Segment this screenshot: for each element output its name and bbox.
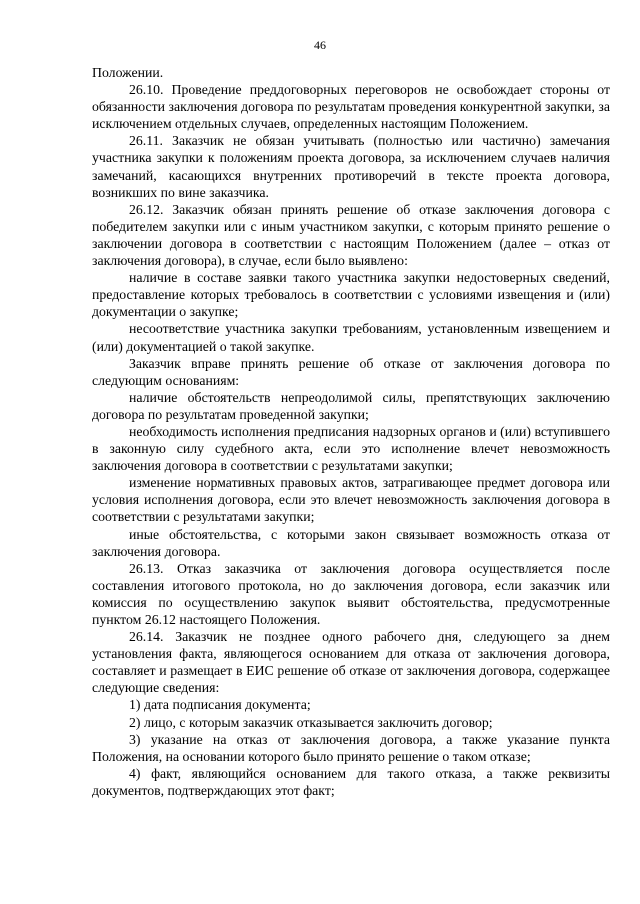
paragraph: 2) лицо, с которым заказчик отказывается заключить договор; (129, 714, 493, 730)
paragraph: 1) дата подписания документа; (129, 697, 311, 713)
paragraph: 26.10. Проведение преддоговорных переговоров не освобождает стороны от обязанности заключения договора по результатам проведения конкурентной закупки, за исключением отдельных случаев, определенных настоящим Положением. (92, 82, 610, 132)
paragraph: Положении. (92, 65, 164, 80)
paragraph: 26.14. Заказчик не позднее одного рабочего дня, следующего за днем установления факта, являющегося основанием для отказа от заключения договора, составляет и размещает в ЕИС решение об отказе от заключения договора, содержащее следующие сведения: (92, 629, 610, 696)
paragraph: наличие обстоятельств непреодолимой силы, препятствующих заключению договора по результатам проведенной закупки; (92, 389, 610, 422)
paragraph: изменение нормативных правовых актов, затрагивающее предмет договора или условия исполнения договора, если это влечет невозможность заключения договора в соответствии с результатами закупки; (92, 475, 610, 525)
paragraph: 26.12. Заказчик обязан принять решение об отказе заключения договора с победителем закупки или с иным участником закупки, с которым принято решение о заключении договора в соответствии с настоящим Положением (далее – отказ от заключения договора), в случае, если было выявлено: (92, 201, 610, 269)
paragraph: 26.11. Заказчик не обязан учитывать (полностью или частично) замечания участника закупки к положениям проекта договора, за исключением случаев наличия замечаний, касающихся внутренних противоречий в тексте проекта договора, возникших по вине заказчика. (92, 133, 610, 200)
paragraph: несоответствие участника закупки требованиям, установленным извещением и (или) документацией о такой закупке. (92, 321, 610, 354)
paragraph: наличие в составе заявки такого участника закупки недостоверных сведений, предоставление которых требовалось в соответствии с условиями извещения и (или) документации о закупке; (92, 270, 610, 320)
document-body (92, 64, 610, 799)
page-number: 46 (314, 38, 326, 52)
paragraph: 26.13. Отказ заказчика от заключения договора осуществляется после составления итогового протокола, но до заключения договора, если заказчик или комиссия по осуществлению закупок выявит обстоятельства, предусмотренные пунктом 26.12 настоящего Положения. (92, 560, 610, 627)
paragraph: 4) факт, являющийся основанием для такого отказа, а также реквизиты документов, подтверждающих этот факт; (92, 765, 610, 798)
paragraph: 3) указание на отказ от заключения договора, а также указание пункта Положения, на основании которого было принято решение о таком отказе; (92, 731, 610, 764)
paragraph: Заказчик вправе принять решение об отказе от заключения договора по следующим основаниям: (92, 355, 610, 388)
paragraph: необходимость исполнения предписания надзорных органов и (или) вступившего в законную силу судебного акта, если это исполнение влечет невозможность заключения договора в соответствии с результатами закупки; (92, 423, 610, 474)
paragraph: иные обстоятельства, с которыми закон связывает возможность отказа от заключения договора. (92, 526, 610, 559)
